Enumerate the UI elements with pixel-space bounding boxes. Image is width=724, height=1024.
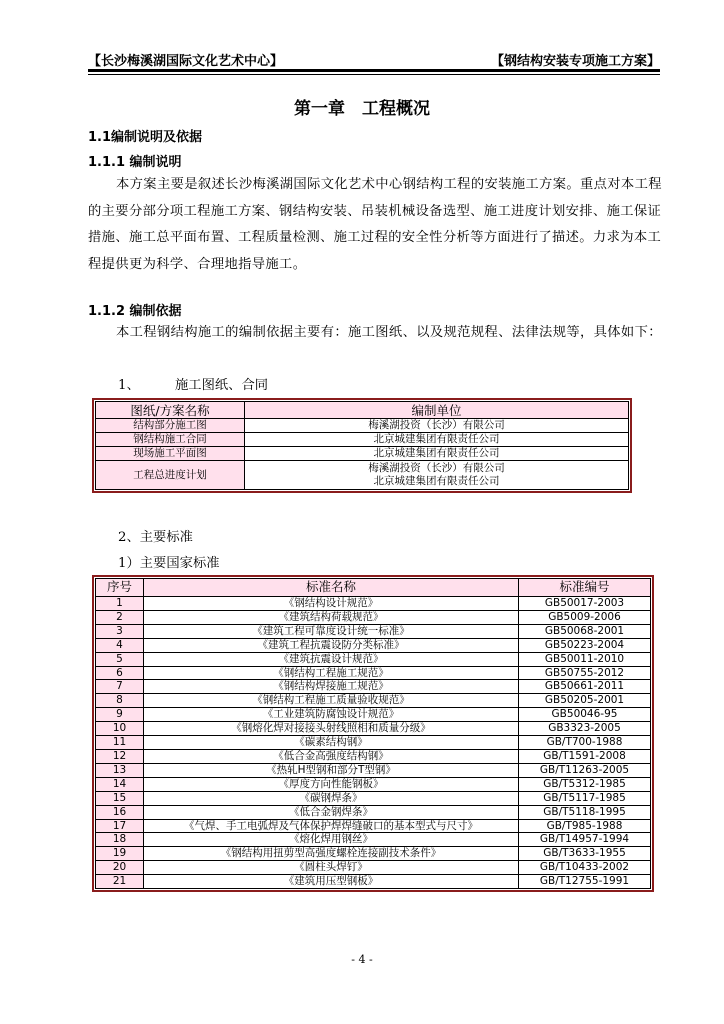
table-row: [96, 805, 651, 819]
table2-cell-no: 16: [96, 805, 144, 819]
header-rule-thin: [88, 74, 660, 75]
table2-cell-code: GB50205-2001: [519, 694, 651, 708]
table2-cell-name: 《钢结构工程施工规范》: [144, 666, 519, 680]
table-row: [96, 791, 651, 805]
table1-cell-unit: 北京城建集团有限责任公司: [245, 433, 629, 447]
standards-table: [95, 578, 651, 889]
list-subheading: 1）主要国家标准: [118, 556, 220, 571]
table2-cell-code: GB/T700-1988: [519, 736, 651, 750]
table2-cell-name: 《建筑用压型钢板》: [144, 875, 519, 889]
table2-cell-code: GB/T5117-1985: [519, 791, 651, 805]
table2-cell-code: GB50011-2010: [519, 652, 651, 666]
table2-cell-code: GB3323-2005: [519, 722, 651, 736]
table2-cell-name: 《工业建筑防腐蚀设计规范》: [144, 708, 519, 722]
table-row: [96, 722, 651, 736]
table2-cell-code: GB50046-95: [519, 708, 651, 722]
table2-header-name: 标准名称: [144, 579, 519, 597]
table-row: [96, 708, 651, 722]
table-row: [96, 610, 651, 624]
table-row: [96, 666, 651, 680]
table2-cell-code: GB50017-2003: [519, 597, 651, 611]
paragraph-basis: 本工程钢结构施工的编制依据主要有：施工图纸、以及规范规程、法律法规等，具体如下：: [116, 325, 662, 340]
table2-cell-no: 9: [96, 708, 144, 722]
paragraph-description: 本方案主要是叙述长沙梅溪湖国际文化艺术中心钢结构工程的安装施工方案。重点对本工程的主要分部分项工程施工方案、钢结构安装、吊装机械设备选型、施工进度计划安排、施工保证措施、施工总平面布置、工程质量检测、施工过程的安全性分析等方面进行了描述。力求为本工程提供更为科学、合理地指导施工。: [88, 177, 662, 272]
table2-cell-no: 5: [96, 652, 144, 666]
table1-cell-name: 工程总进度计划: [96, 461, 245, 490]
table2-cell-name: 《气焊、手工电弧焊及气体保护焊焊缝破口的基本型式与尺寸》: [144, 819, 519, 833]
table2-cell-name: 《低合金高强度结构钢》: [144, 749, 519, 763]
table1-cell-name: 结构部分施工图: [96, 419, 245, 433]
table2-cell-no: 1: [96, 597, 144, 611]
table2-cell-no: 17: [96, 819, 144, 833]
drawings-table: [95, 401, 629, 490]
table2-cell-no: 21: [96, 875, 144, 889]
table-row: [96, 461, 629, 490]
table2-header-code: 标准编号: [519, 579, 651, 597]
table1-cell-unit: [245, 461, 629, 490]
table-row: [96, 652, 651, 666]
table2-cell-name: 《热轧H型钢和部分T型钢》: [144, 763, 519, 777]
table-row: [96, 833, 651, 847]
table2-cell-name: 《钢结构工程施工质量验收规范》: [144, 694, 519, 708]
table1-cell-unit-line1: 梅溪湖投资（长沙）有限公司: [368, 462, 505, 474]
page-number: - 4 -: [351, 953, 373, 966]
header-rule: [88, 69, 660, 72]
table-row: [96, 433, 629, 447]
table2-cell-code: GB/T5118-1995: [519, 805, 651, 819]
table2-cell-name: 《钢结构焊接施工规范》: [144, 680, 519, 694]
table2-cell-name: 《熔化焊用钢丝》: [144, 833, 519, 847]
table1-header-name: 图纸/方案名称: [96, 402, 245, 419]
table2-cell-code: GB/T985-1988: [519, 819, 651, 833]
table2-cell-code: GB/T12755-1991: [519, 875, 651, 889]
table1-cell-unit: 梅溪湖投资（长沙）有限公司: [245, 419, 629, 433]
table-row: [96, 638, 651, 652]
table-row: [96, 749, 651, 763]
table2-header-no: 序号: [96, 579, 144, 597]
table2-cell-name: 《碳素结构钢》: [144, 736, 519, 750]
table2-cell-code: GB/T10433-2002: [519, 861, 651, 875]
table2-cell-no: 14: [96, 777, 144, 791]
section-heading-1-1: 1.1编制说明及依据: [88, 130, 203, 145]
list-item-2: 2、主要标准: [118, 530, 193, 545]
table2-cell-name: 《圆柱头焊钉》: [144, 861, 519, 875]
table-row: [96, 694, 651, 708]
table2-cell-no: 11: [96, 736, 144, 750]
header-right: 【钢结构安装专项施工方案】: [490, 54, 660, 69]
section-heading-1-1-2: 1.1.2 编制依据: [88, 304, 182, 319]
chapter-title: 第一章 工程概况: [294, 99, 430, 119]
table2-cell-name: 《建筑工程抗震设防分类标准》: [144, 638, 519, 652]
header-left: 【长沙梅溪湖国际文化艺术中心】: [88, 54, 284, 69]
table1-cell-name: 现场施工平面图: [96, 447, 245, 461]
table-row: [96, 597, 651, 611]
table2-cell-name: 《碳钢焊条》: [144, 791, 519, 805]
table2-cell-name: 《低合金钢焊条》: [144, 805, 519, 819]
table2-cell-code: GB/T14957-1994: [519, 833, 651, 847]
table2-cell-code: GB/T1591-2008: [519, 749, 651, 763]
table1-cell-name: 钢结构施工合同: [96, 433, 245, 447]
table2-cell-code: GB50755-2012: [519, 666, 651, 680]
table-row: [96, 777, 651, 791]
table2-cell-no: 19: [96, 847, 144, 861]
table2-cell-code: GB50223-2004: [519, 638, 651, 652]
table-row: [96, 624, 651, 638]
table1-cell-unit-line2: 北京城建集团有限责任公司: [373, 475, 500, 487]
table2-cell-no: 12: [96, 749, 144, 763]
table-row: [96, 419, 629, 433]
table2-cell-code: GB50068-2001: [519, 624, 651, 638]
table2-cell-no: 15: [96, 791, 144, 805]
table2-cell-name: 《钢熔化焊对接接头射线照相和质量分级》: [144, 722, 519, 736]
table2-cell-no: 20: [96, 861, 144, 875]
table-row: [96, 447, 629, 461]
table2-cell-name: 《厚度方向性能钢板》: [144, 777, 519, 791]
table-row: [96, 875, 651, 889]
table2-cell-name: 《建筑工程可靠度设计统一标准》: [144, 624, 519, 638]
table2-cell-no: 13: [96, 763, 144, 777]
list-item-text-1: 施工图纸、合同: [175, 378, 269, 393]
table2-cell-code: GB/T5312-1985: [519, 777, 651, 791]
table2-cell-code: GB5009-2006: [519, 610, 651, 624]
table2-cell-name: 《建筑结构荷载规范》: [144, 610, 519, 624]
section-heading-1-1-1: 1.1.1 编制说明: [88, 155, 182, 170]
table2-cell-no: 18: [96, 833, 144, 847]
table2-cell-code: GB50661-2011: [519, 680, 651, 694]
table2-cell-no: 10: [96, 722, 144, 736]
table2-cell-name: 《建筑抗震设计规范》: [144, 652, 519, 666]
table-row: [96, 680, 651, 694]
table1-cell-unit: 北京城建集团有限责任公司: [245, 447, 629, 461]
table1-header-unit: 编制单位: [245, 402, 629, 419]
table2-cell-code: GB/T11263-2005: [519, 763, 651, 777]
table-row: [96, 847, 651, 861]
table2-cell-no: 6: [96, 666, 144, 680]
table2-cell-name: 《钢结构用扭剪型高强度螺栓连接副技术条件》: [144, 847, 519, 861]
table2-cell-no: 7: [96, 680, 144, 694]
table-row: [96, 861, 651, 875]
table-row: [96, 819, 651, 833]
table2-cell-code: GB/T3633-1955: [519, 847, 651, 861]
table2-cell-no: 3: [96, 624, 144, 638]
table-row: [96, 763, 651, 777]
list-item-number-1: 1、: [118, 378, 140, 393]
table2-cell-no: 4: [96, 638, 144, 652]
table2-cell-name: 《钢结构设计规范》: [144, 597, 519, 611]
table-row: [96, 736, 651, 750]
table2-cell-no: 2: [96, 610, 144, 624]
table2-cell-no: 8: [96, 694, 144, 708]
